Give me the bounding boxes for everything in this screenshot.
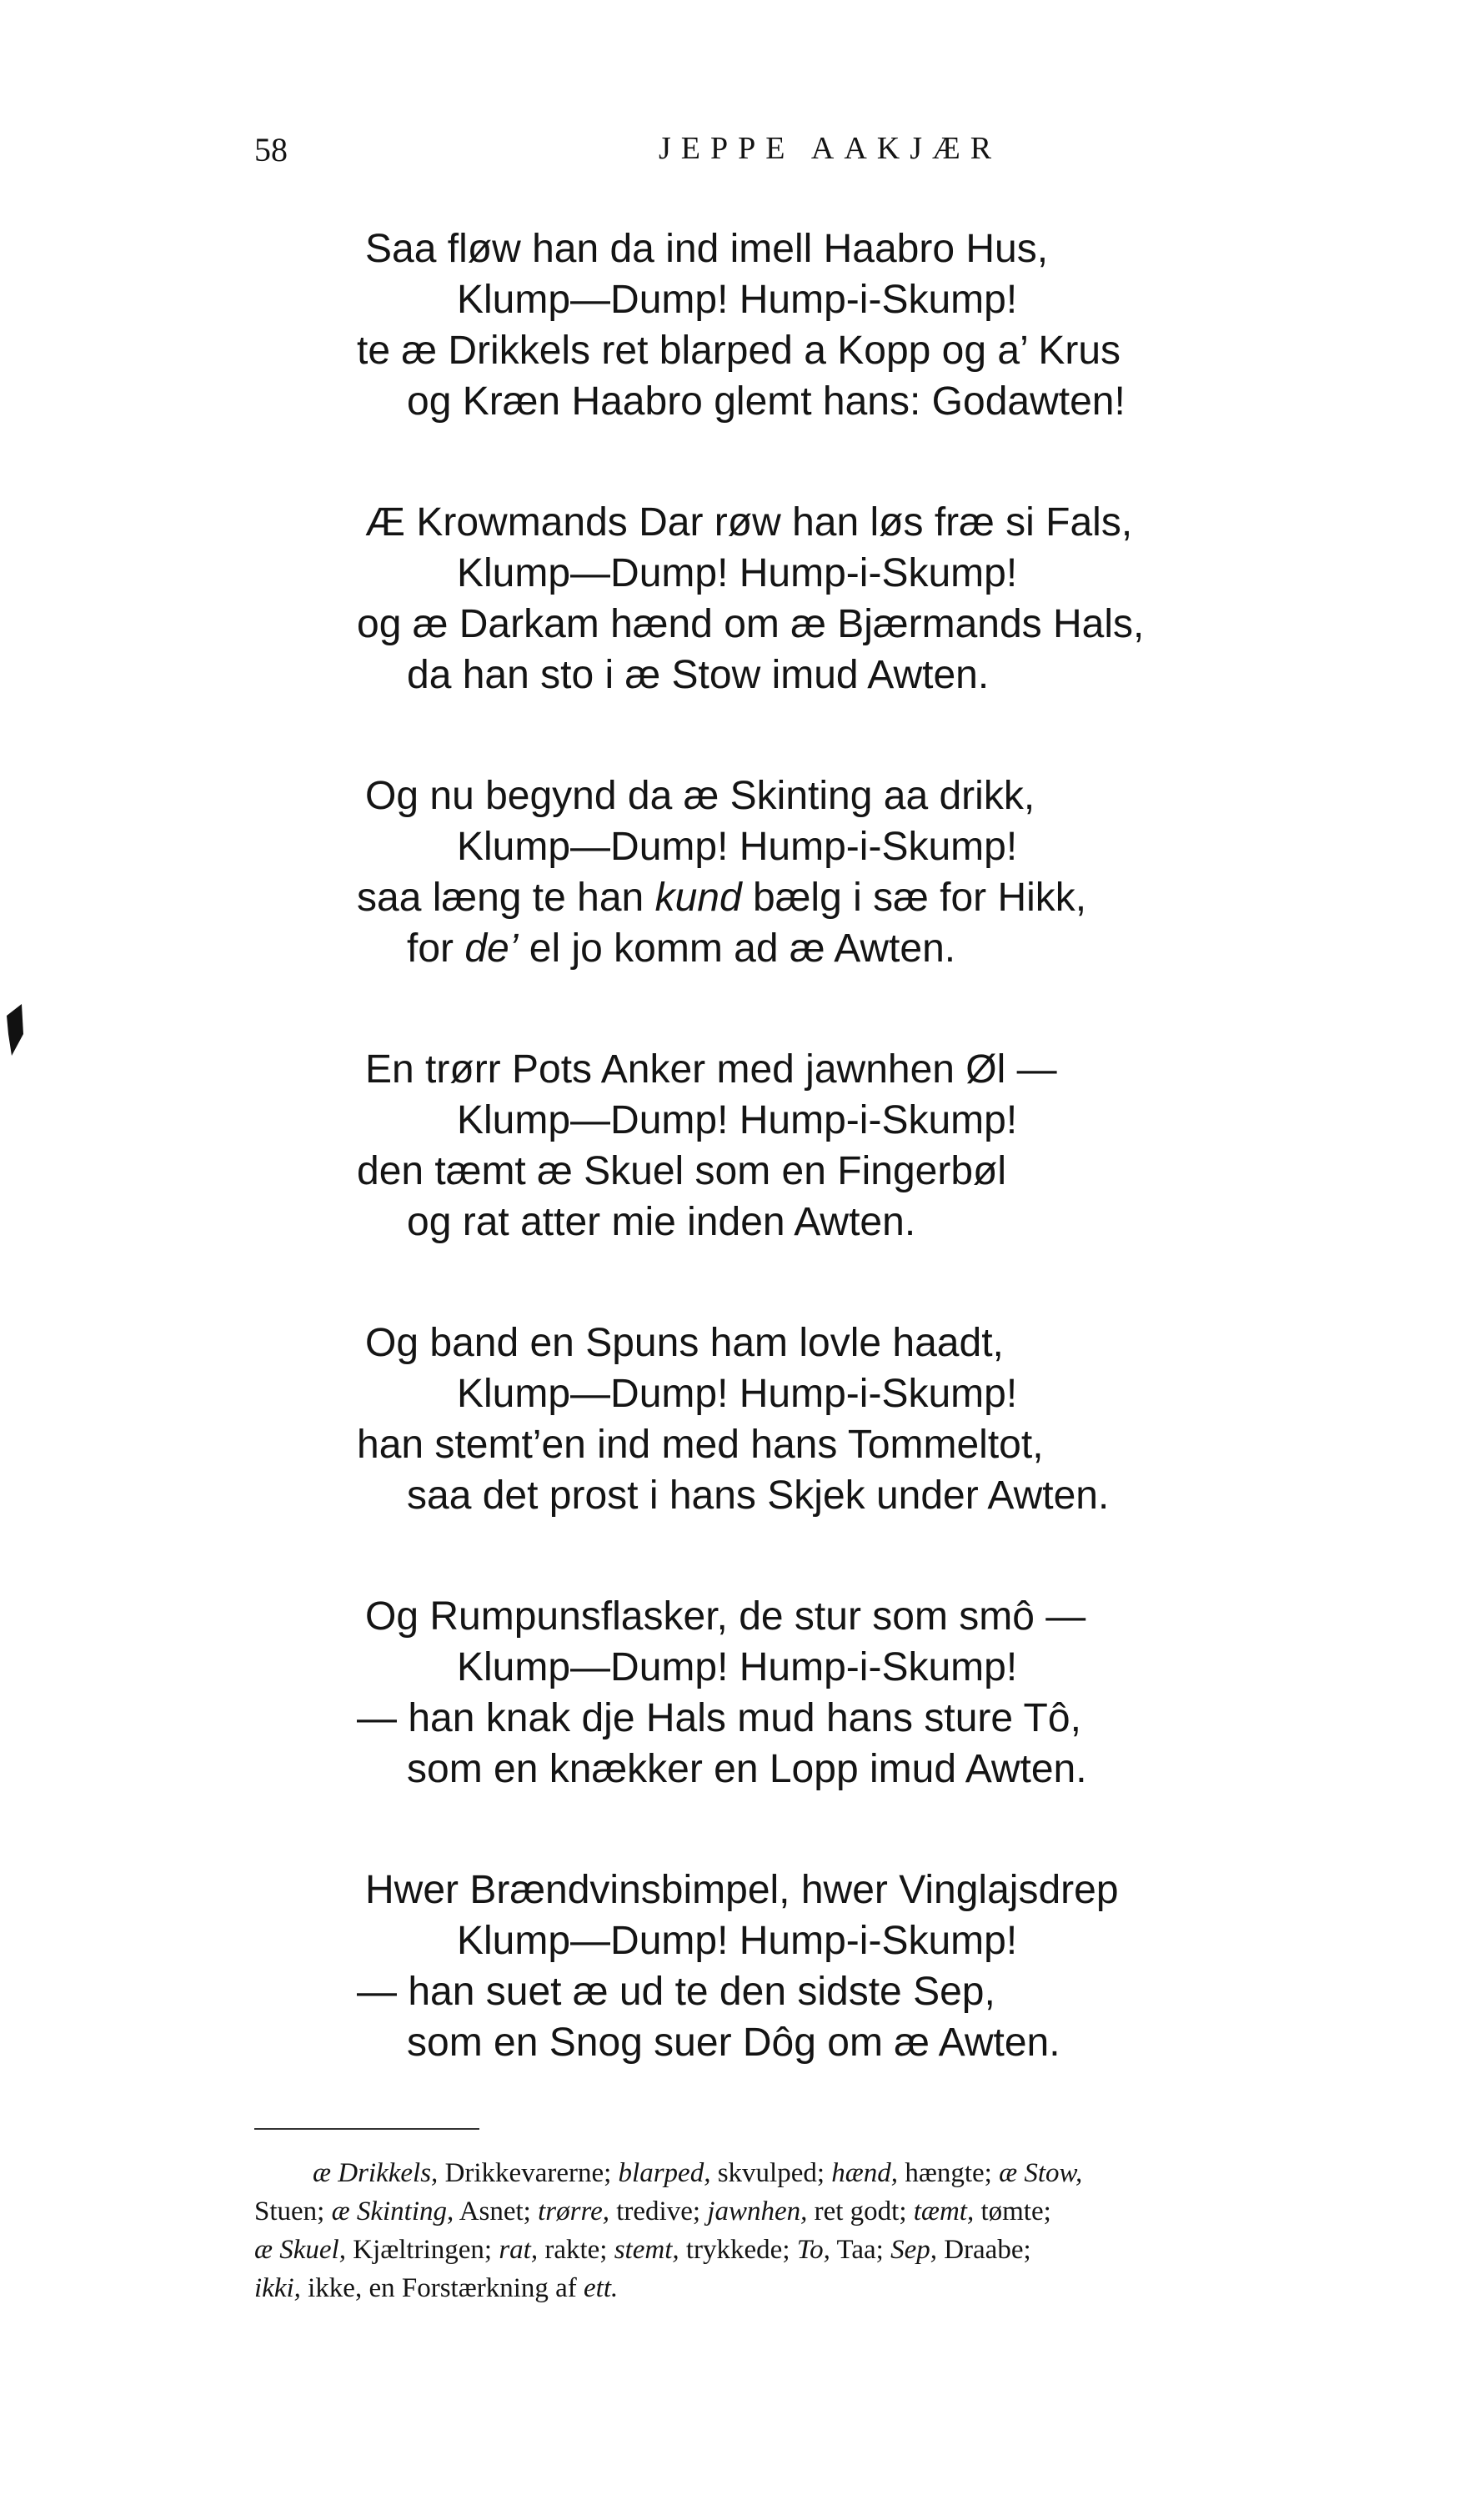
poem-line: og æ Darkam hænd om æ Bjærmands Hals, — [357, 602, 1145, 646]
glossary-definition: Draabe; — [936, 2235, 1031, 2265]
poem-line: som en knækker en Lopp imud Awten. — [407, 1747, 1087, 1791]
footnote-line — [254, 2231, 1461, 2269]
poem-line: En trørr Pots Anker med jawnhen Øl — — [365, 1047, 1057, 1092]
poem-line: Klump—Dump! Hump-i-Skump! — [457, 1098, 1018, 1142]
footnote — [254, 2154, 1461, 2307]
glossary-definition: hængte; — [898, 2158, 1000, 2188]
margin-ink-mark — [3, 1001, 27, 1059]
glossary-definition: Asnet; — [454, 2196, 539, 2226]
glossary-term: stemt, — [614, 2235, 679, 2265]
stanza — [357, 1044, 1441, 1248]
poem-line: Hwer Brændvinsbimpel, hwer Vinglajsdrep — [365, 1868, 1119, 1912]
glossary-term: tæmt, — [913, 2196, 975, 2226]
poem-line: — han knak dje Hals mud hans sture Tô, — [357, 1696, 1081, 1740]
stanza — [357, 1865, 1441, 2068]
poem-line-text: el jo komm ad æ Awten. — [518, 926, 956, 971]
running-title: JEPPE AAKJÆR — [659, 131, 1002, 166]
glossary-term: æ Skuel, — [254, 2235, 346, 2265]
poem — [357, 223, 1441, 2138]
page-number: 58 — [254, 131, 288, 168]
poem-line-emphasis: kund — [654, 876, 742, 920]
glossary-term: hænd, — [831, 2158, 899, 2188]
poem-line: og Kræn Haabro glemt hans: Godawten! — [407, 379, 1126, 424]
poem-line: som en Snog suer Dôg om æ Awten. — [407, 2021, 1060, 2065]
poem-line — [357, 923, 1441, 974]
poem-line: han stemt’en ind med hans Tommeltot, — [357, 1423, 1044, 1467]
poem-line-emphasis: de’ — [464, 926, 519, 971]
poem-line: Saa fløw han da ind imell Haabro Hus, — [365, 227, 1049, 271]
poem-line: den tæmt æ Skuel som en Fingerbøl — [357, 1149, 1006, 1193]
poem-line: Klump—Dump! Hump-i-Skump! — [457, 1919, 1018, 1963]
glossary-definition: Taa; — [830, 2235, 891, 2265]
footnote-line — [254, 2154, 1461, 2192]
poem-line: Klump—Dump! Hump-i-Skump! — [457, 551, 1018, 595]
stanza — [357, 1591, 1441, 1795]
poem-line: Klump—Dump! Hump-i-Skump! — [457, 1372, 1018, 1416]
poem-line-text: saa læng te han — [357, 876, 655, 920]
poem-line: Og Rumpunsflasker, de stur som smô — — [365, 1594, 1086, 1639]
poem-line: Og nu begynd da æ Skinting aa drikk, — [365, 774, 1035, 818]
glossary-term: æ Drikkels, — [313, 2158, 439, 2188]
glossary-term: ikki, — [254, 2273, 301, 2303]
glossary-definition: Drikkevarerne; — [438, 2158, 619, 2188]
stanza — [357, 771, 1441, 974]
poem-line — [357, 872, 1441, 923]
glossary-term: Sep, — [890, 2235, 937, 2265]
poem-line: te æ Drikkels ret blarped a Kopp og a’ Krus — [357, 329, 1121, 373]
stanza — [357, 497, 1441, 700]
poem-line: Klump—Dump! Hump-i-Skump! — [457, 825, 1018, 869]
footnote-line — [254, 2192, 1461, 2231]
poem-line: Og band en Spuns ham lovle haadt, — [365, 1321, 1004, 1365]
glossary-definition: tømte; — [974, 2196, 1051, 2226]
glossary-term: ett. — [584, 2273, 619, 2303]
poem-line: Æ Krowmands Dar røw han løs fræ si Fals, — [365, 500, 1133, 545]
poem-line: Klump—Dump! Hump-i-Skump! — [457, 1645, 1018, 1689]
glossary-definition: tredive; — [609, 2196, 708, 2226]
poem-line: saa det prost i hans Skjek under Awten. — [407, 1473, 1110, 1518]
glossary-term: æ Stow, — [999, 2158, 1083, 2188]
glossary-definition: ikke, en Forstærkning af — [300, 2273, 584, 2303]
poem-line: — han suet æ ud te den sidste Sep, — [357, 1970, 995, 2014]
glossary-term: jawnhen, — [707, 2196, 808, 2226]
glossary-term: To, — [796, 2235, 830, 2265]
page-header — [254, 130, 1171, 180]
glossary-term: æ Skinting, — [331, 2196, 454, 2226]
poem-line-text: bælg i sæ for Hikk, — [741, 876, 1087, 920]
glossary-definition: Stuen; — [254, 2196, 332, 2226]
footnote-line — [254, 2269, 1461, 2307]
glossary-definition: rakte; — [538, 2235, 614, 2265]
glossary-term: blarped, — [618, 2158, 711, 2188]
glossary-definition: skvulped; — [710, 2158, 832, 2188]
stanza — [357, 223, 1441, 427]
stanza — [357, 1318, 1441, 1521]
poem-line-text: for — [407, 926, 465, 971]
glossary-definition: ret godt; — [807, 2196, 914, 2226]
poem-line: og rat atter mie inden Awten. — [407, 1200, 916, 1244]
glossary-definition: Kjæltringen; — [345, 2235, 499, 2265]
poem-line: da han sto i æ Stow imud Awten. — [407, 653, 990, 697]
poem-line: Klump—Dump! Hump-i-Skump! — [457, 278, 1018, 322]
footnote-separator — [254, 2128, 479, 2130]
glossary-definition: trykkede; — [679, 2235, 797, 2265]
glossary-term: trørre, — [538, 2196, 609, 2226]
glossary-term: rat, — [499, 2235, 539, 2265]
